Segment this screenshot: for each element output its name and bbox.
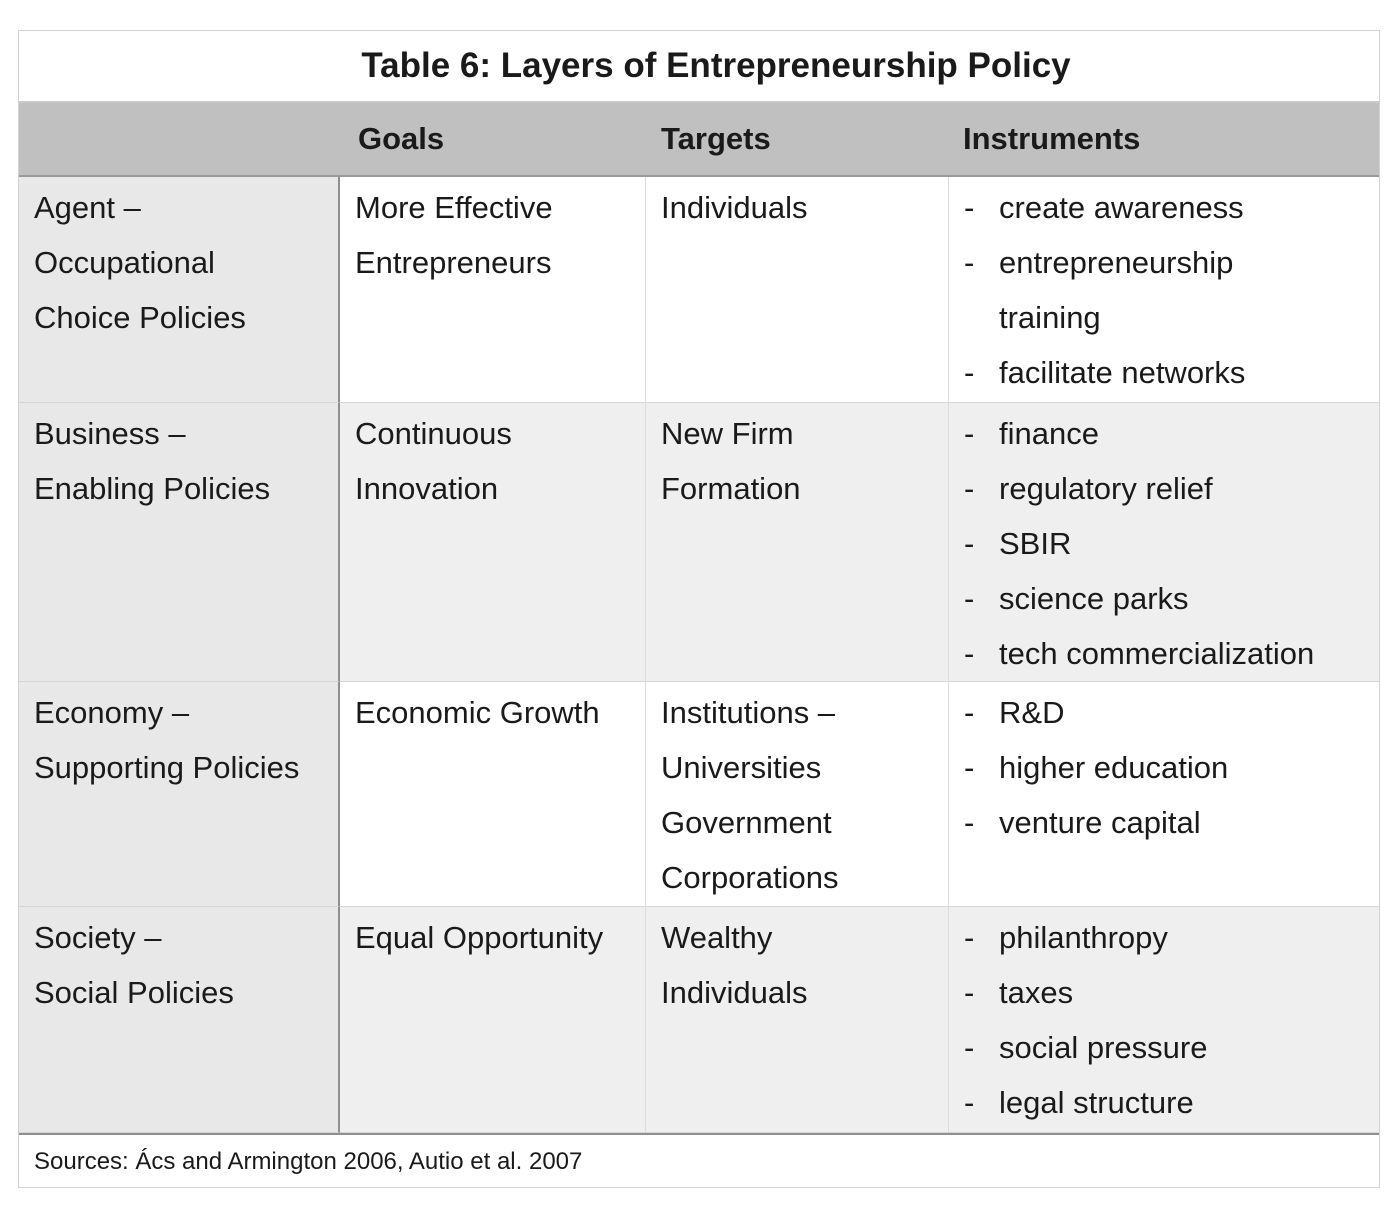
layer-line: Business –	[34, 416, 186, 451]
row-targets-cell	[646, 177, 949, 403]
row-targets-cell	[646, 907, 949, 1133]
layer-line: Occupational	[34, 245, 215, 280]
instrument-text: entrepreneurship	[999, 245, 1234, 280]
instrument-text: R&D	[999, 695, 1065, 730]
layer-line: Enabling Policies	[34, 471, 271, 506]
row-goals-cell	[340, 177, 646, 403]
layer-line: Agent –	[34, 190, 141, 225]
instrument-text: finance	[999, 416, 1099, 451]
bullet-dash: -	[964, 1085, 975, 1120]
row-instruments-cell	[949, 403, 1379, 682]
instrument-text: social pressure	[999, 1030, 1208, 1065]
layer-line: Social Policies	[34, 975, 234, 1010]
bullet-dash: -	[964, 581, 975, 616]
table-title: Table 6: Layers of Entrepreneurship Policy	[19, 31, 1379, 103]
bullet-dash: -	[964, 805, 975, 840]
instrument-item	[964, 1020, 1379, 1075]
row-layer-cell	[19, 177, 340, 403]
bullet-dash: -	[964, 526, 975, 561]
targets-line: Government	[661, 805, 832, 840]
row-layer-cell	[19, 907, 340, 1133]
row-layer-cell	[19, 682, 340, 907]
instrument-item	[964, 461, 1379, 516]
bullet-dash: -	[964, 975, 975, 1010]
instrument-item	[964, 571, 1379, 626]
goals-line: Economic Growth	[355, 695, 600, 730]
layer-line: Economy –	[34, 695, 190, 730]
layer-line: Society –	[34, 920, 162, 955]
header-goals: Goals	[340, 103, 646, 177]
goals-line: Innovation	[355, 471, 499, 506]
header-targets: Targets	[646, 103, 949, 177]
targets-line: Formation	[661, 471, 801, 506]
instrument-text: tech commercialization	[999, 636, 1315, 671]
targets-line: Corporations	[661, 860, 839, 895]
policy-table	[18, 30, 1380, 1188]
bullet-dash: -	[964, 695, 975, 730]
layer-line: Supporting Policies	[34, 750, 300, 785]
targets-line: Wealthy	[661, 920, 773, 955]
instrument-text: regulatory relief	[999, 471, 1213, 506]
bullet-dash: -	[964, 245, 975, 280]
instrument-item	[964, 235, 1379, 290]
table-source-note: Sources: Ács and Armington 2006, Autio et al. 2007	[19, 1133, 1379, 1189]
instrument-text: higher education	[999, 750, 1229, 785]
bullet-dash: -	[964, 920, 975, 955]
instrument-item	[964, 1075, 1379, 1130]
goals-line: More Effective	[355, 190, 553, 225]
goals-line: Continuous	[355, 416, 512, 451]
instrument-text: philanthropy	[999, 920, 1168, 955]
instrument-item	[964, 910, 1379, 965]
instrument-item	[964, 516, 1379, 571]
instrument-item	[964, 740, 1379, 795]
header-instruments: Instruments	[949, 103, 1379, 177]
instrument-text: taxes	[999, 975, 1074, 1010]
instrument-text: create awareness	[999, 190, 1244, 225]
row-layer-cell	[19, 403, 340, 682]
header-blank	[19, 103, 340, 177]
row-instruments-cell	[949, 907, 1379, 1133]
bullet-dash: -	[964, 355, 975, 390]
targets-line: Individuals	[661, 190, 808, 225]
targets-line: Universities	[661, 750, 822, 785]
goals-line: Equal Opportunity	[355, 920, 604, 955]
instrument-item	[964, 180, 1379, 235]
instrument-item	[964, 795, 1379, 850]
targets-line: Institutions –	[661, 695, 836, 730]
row-goals-cell	[340, 907, 646, 1133]
table-grid	[19, 103, 1379, 1133]
row-goals-cell	[340, 403, 646, 682]
instrument-text: SBIR	[999, 526, 1072, 561]
bullet-dash: -	[964, 1030, 975, 1065]
targets-line: Individuals	[661, 975, 808, 1010]
bullet-dash: -	[964, 471, 975, 506]
row-instruments-cell	[949, 682, 1379, 907]
targets-line: New Firm	[661, 416, 794, 451]
row-goals-cell	[340, 682, 646, 907]
row-targets-cell	[646, 403, 949, 682]
row-instruments-cell	[949, 177, 1379, 403]
instrument-item	[964, 965, 1379, 1020]
instrument-text: science parks	[999, 581, 1189, 616]
bullet-dash: -	[964, 190, 975, 225]
instrument-text: facilitate networks	[999, 355, 1246, 390]
instrument-text-continued: training	[999, 300, 1101, 335]
bullet-dash: -	[964, 750, 975, 785]
row-targets-cell	[646, 682, 949, 907]
goals-line: Entrepreneurs	[355, 245, 552, 280]
bullet-dash: -	[964, 636, 975, 671]
instrument-text: legal structure	[999, 1085, 1194, 1120]
instrument-item	[964, 345, 1379, 400]
bullet-dash: -	[964, 416, 975, 451]
instrument-text: venture capital	[999, 805, 1201, 840]
instrument-item	[964, 626, 1379, 681]
layer-line: Choice Policies	[34, 300, 246, 335]
instrument-item	[964, 406, 1379, 461]
instrument-item	[964, 685, 1379, 740]
